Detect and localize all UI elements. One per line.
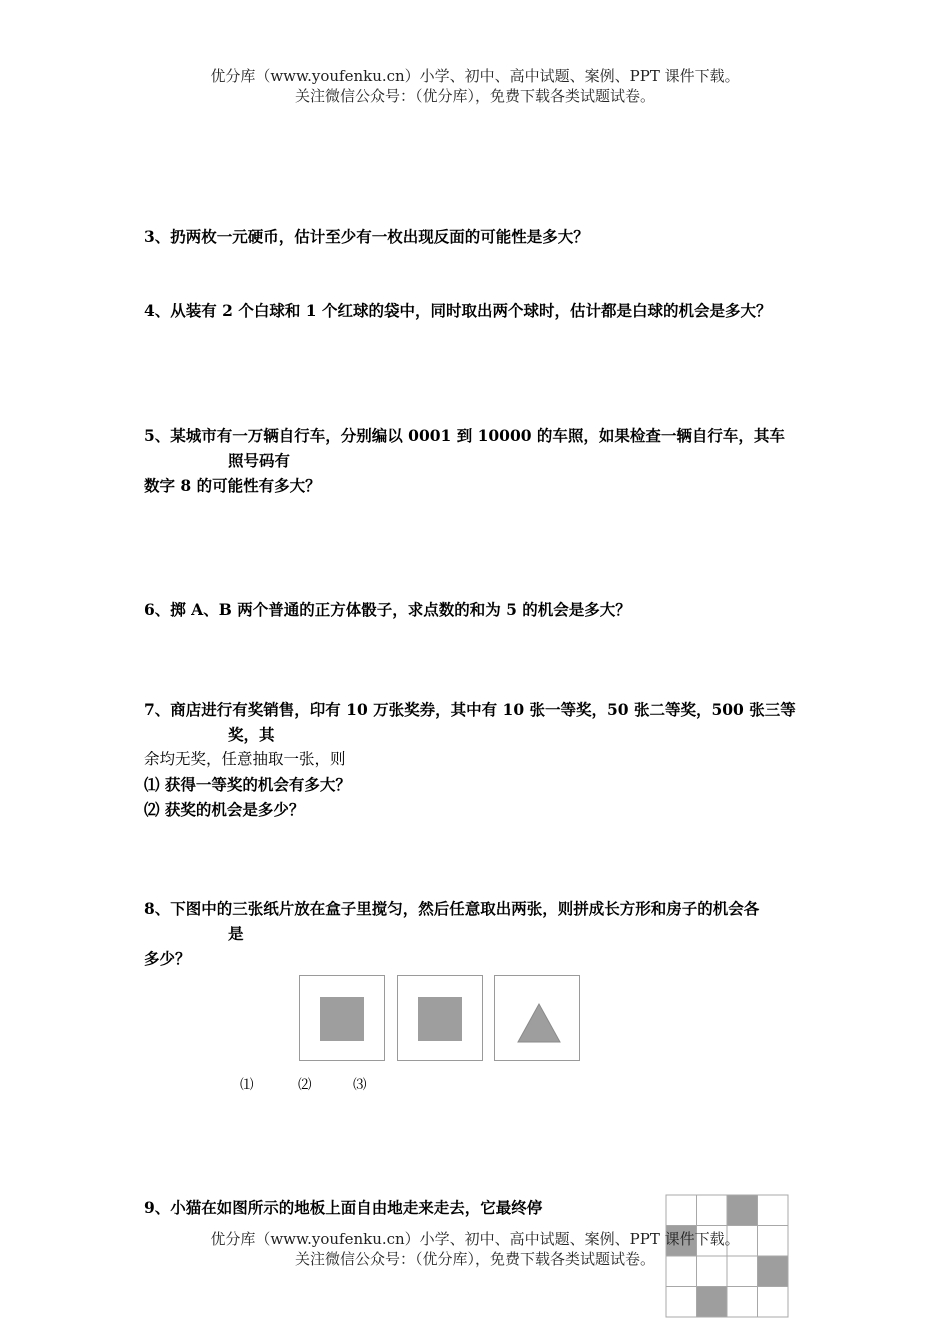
question-5-line-1: 5、某城市有一万辆自行车，分别编以 0001 到 10000 的车照，如果检查一辆自行车，其车 — [144, 426, 785, 445]
question-7-line-2: 奖，其 — [228, 725, 275, 744]
card-label-2: ⑵ — [298, 1077, 312, 1093]
question-6: 6、掷 A、B 两个普通的正方体骰子，求点数的和为 5 的机会是多大？ — [144, 600, 631, 619]
question-9: 9、小猫在如图所示的地板上面自由地走来走去，它最终停 — [144, 1198, 543, 1217]
floor-tile — [666, 1287, 697, 1318]
floor-tile-shaded — [727, 1195, 758, 1226]
question-8-line-3: 多少？ — [144, 949, 191, 968]
triangle-shape — [495, 976, 581, 1062]
footer-line-1: 优分库（www.youfenku.cn）小学、初中、高中试题、案例、PPT 课件下载。 — [210, 1230, 740, 1248]
header-line-2: 关注微信公众号：（优分库），免费下载各类试题试卷。 — [294, 87, 655, 105]
question-8 — [144, 896, 759, 971]
question-5-line-2: 照号码有 — [228, 451, 291, 470]
question-7-sub-2: ⑵ 获奖的机会是多少？ — [144, 800, 305, 819]
question-4: 4、从装有 2 个白球和 1 个红球的袋中，同时取出两个球时，估计都是白球的机会是多大？ — [144, 301, 772, 320]
floor-tile — [758, 1287, 789, 1318]
square-shape — [320, 997, 364, 1041]
question-8-line-1: 8、下图中的三张纸片放在盒子里搅匀，然后任意取出两张，则拼成长方形和房子的机会各 — [144, 899, 760, 918]
question-7 — [144, 697, 796, 822]
header-line-1: 优分库（www.youfenku.cn）小学、初中、高中试题、案例、PPT 课件下载。 — [210, 67, 740, 85]
card-label-1: ⑴ — [240, 1077, 254, 1093]
paper-card-square-2 — [397, 975, 483, 1061]
floor-tile — [697, 1195, 728, 1226]
question-5 — [144, 423, 785, 498]
floor-tile — [727, 1287, 758, 1318]
question-3: 3、扔两枚一元硬币，估计至少有一枚出现反面的可能性是多大？ — [144, 227, 589, 246]
floor-tile-shaded — [697, 1287, 728, 1318]
question-7-line-1: 7、商店进行有奖销售，印有 10 万张奖券，其中有 10 张一等奖，50 张二等奖，500 张三等 — [144, 700, 796, 719]
square-shape — [418, 997, 462, 1041]
floor-tile — [758, 1195, 789, 1226]
floor-tile — [666, 1195, 697, 1226]
card-label-3: ⑶ — [353, 1077, 367, 1093]
question-5-line-3: 数字 8 的可能性有多大？ — [144, 476, 321, 495]
paper-card-triangle — [494, 975, 580, 1061]
question-7-sub-1: ⑴ 获得一等奖的机会有多大？ — [144, 775, 351, 794]
paper-card-square-1 — [299, 975, 385, 1061]
question-7-line-3: 余均无奖，任意抽取一张，则 — [144, 750, 346, 768]
footer-line-2: 关注微信公众号：（优分库），免费下载各类试题试卷。 — [294, 1250, 655, 1268]
question-8-line-2: 是 — [228, 924, 244, 943]
